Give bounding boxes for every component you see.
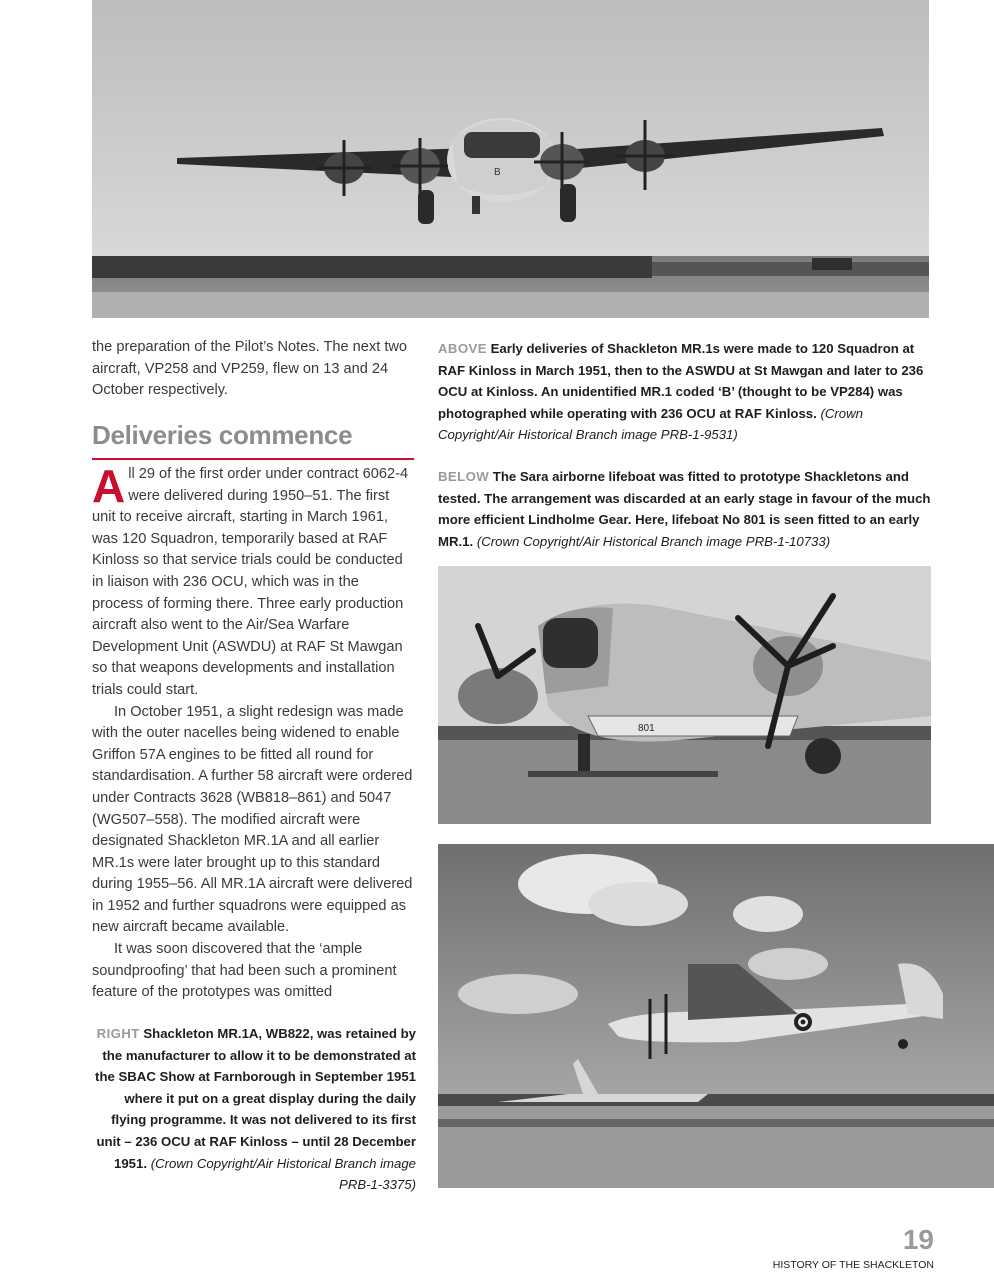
caption-lead-above: ABOVE	[438, 341, 487, 356]
photo-shackleton-lifeboat	[438, 566, 931, 824]
running-footer-title: HISTORY OF THE SHACKLETON	[772, 1259, 934, 1271]
page-number: 19	[902, 1224, 934, 1255]
caption-below	[438, 466, 934, 552]
section-heading: Deliveries commence	[92, 420, 414, 460]
caption-text-below: The Sara airborne lifeboat was fitted to prototype Shackletons and tested. The arrangement was discarded at an early stage in favour of the much more efficient Lindholme Gear. Here, lifeboat No 801 is seen fitted to an early MR.1.	[438, 469, 931, 549]
intro-paragraph: the preparation of the Pilot’s Notes. The next two aircraft, VP258 and VP259, flew on 13 and 24 October respectively.	[92, 339, 408, 399]
body-paragraph-2: In October 1951, a slight redesign was made with the outer nacelles being widened to enable Griffon 57A engines to be fitted all round for standardisation. A further 58 aircraft were ordered under Contracts 3628 (WB818–861) and 5047 (WG507–558). The modified aircraft were designated Shackleton MR.1A and all earlier MR.1s were later brought up to this standard during 1955–56. All MR.1A aircraft were delivered in 1952 and further squadrons were equipped as new aircraft became available.	[92, 703, 413, 936]
body-paragraph-3: It was soon discovered that the ‘ample soundproofing’ that had been such a prominent feature of the prototypes was omitted	[92, 941, 397, 1001]
caption-lead-right: RIGHT	[96, 1026, 140, 1041]
caption-credit-below: (Crown Copyright/Air Historical Branch image PRB-1-10733)	[476, 533, 831, 549]
drop-cap: A	[92, 460, 126, 512]
aircraft-code-label: B	[494, 167, 501, 178]
caption-text-right: Shackleton MR.1A, WB822, was retained by the manufacturer to allow it to be demonstrated at the SBAC Show at Farnborough in September 1951 where it put on a great display during the daily flying programme. It was not delivered to its first unit – 236 OCU at RAF Kinloss – until 28 December 1951.	[95, 1026, 416, 1171]
caption-lead-below: BELOW	[438, 469, 490, 484]
body-paragraph-1	[92, 460, 414, 702]
body-paragraph-1-text: ll 29 of the first order under contract 6062-4 were delivered during 1950–51. The first unit to receive aircraft, starting in March 1961, was 120 Squadron, temporarily based at RAF Kinloss so that service trials could be conducted in liaison with 236 OCU, which was in the process of forming there. Three early production aircraft also went to the Air/Sea Warfare Development Unit (ASWDU) at RAF St Mawgan so that weapons developments and installation trials could start.	[92, 466, 409, 698]
body-column	[92, 460, 414, 1004]
caption-credit-right: (Crown Copyright/Air Historical Branch image PRB-1-3375)	[150, 1155, 416, 1193]
photo-shackleton-sbac-show	[438, 844, 994, 1188]
caption-above	[438, 338, 934, 446]
caption-text-above: Early deliveries of Shackleton MR.1s were made to 120 Squadron at RAF Kinloss in March 1951, then to the ASWDU at St Mawgan and later to 236 OCU at Kinloss. An unidentified MR.1 coded ‘B’ (thought to be VP284) was photographed while operating with 236 OCU at RAF Kinloss.	[438, 341, 924, 421]
photo-shackleton-low-flight	[92, 0, 929, 318]
caption-credit-above: (Crown Copyright/Air Historical Branch image PRB-1-9531)	[438, 405, 863, 443]
caption-right	[92, 1023, 416, 1196]
lifeboat-number-label: 801	[638, 723, 655, 734]
